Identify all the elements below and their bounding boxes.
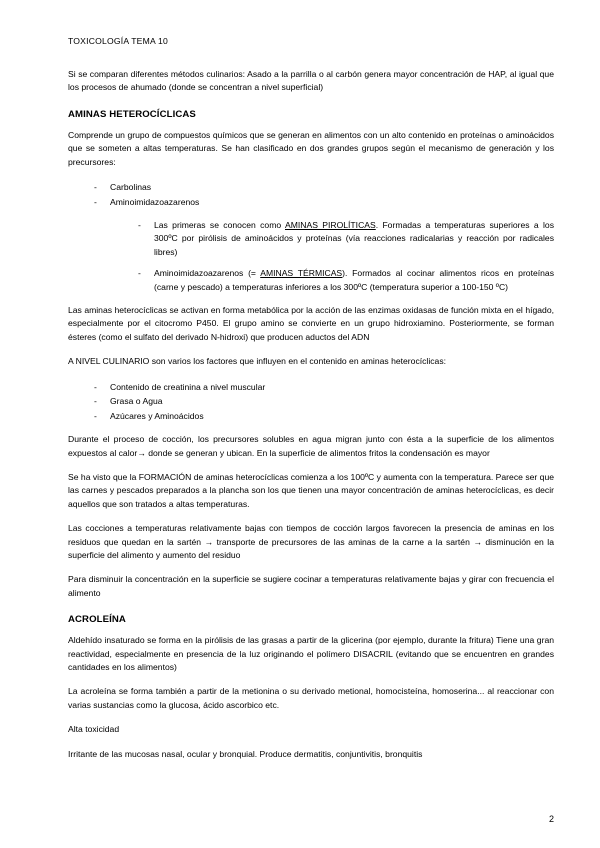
paragraph-proceso-coccion: Durante el proceso de cocción, los precursores solubles en agua migran junto con ésta a la superficie de los alimentos expuestos al calor→ donde se generan y ubican. En la superficie de alimentos fritos la condensación es mayor	[68, 434, 554, 458]
paragraph-alta-toxicidad: Alta toxicidad	[68, 724, 120, 735]
detalle-underline: AMINAS TÉRMICAS	[260, 268, 343, 279]
paragraph-definicion-aminas: Comprende un grupo de compuestos químicos que se generan en alimentos con un alto contenido en proteínas o aminoácidos que se someten a altas temperaturas. Se han clasificado en dos grandes grupos según el mecanismo de generación y los precursores:	[68, 129, 554, 167]
paragraph-disminuir-concentracion: Para disminuir la concentración en la superficie se sugiere cocinar a temperaturas relativamente bajas y girar con frecuencia el alimento	[68, 574, 554, 598]
paragraph-cocciones-bajas: Las cocciones a temperaturas relativamente bajas con tiempos de cocción largos favorecen la presencia de aminas en los residuos que quedan en la sartén → transporte de precursores de las aminas de la carne a la sartén → disminución en la superficie del alimento y aumento del residuo	[68, 523, 554, 561]
paragraph-comparacion-metodos: Si se comparan diferentes métodos culinarios: Asado a la parrilla o al carbón genera mayor concentración de HAP, al igual que los procesos de ahumado (donde se concentran a nivel superficial)	[68, 69, 554, 93]
detalle-post: ). Formados al cocinar alimentos ricos en proteínas (carne y pescado) a temperaturas inferiores a los 300ºC (temperatura superior a 100-150 ºC)	[154, 268, 554, 292]
list-item: - Azúcares y Aminoácidos	[94, 409, 554, 424]
list-detalles-aminas	[68, 219, 554, 294]
list-item: - Carbolinas	[94, 180, 554, 195]
paragraph-acroleina-formacion: La acroleína se forma también a partir de la metionina o su derivado metional, homocisteína, homoserina... al reaccionar con varias sustancias como la glucosa, ácido ascorbico etc.	[68, 686, 554, 710]
paragraph-nivel-culinario: A NIVEL CULINARIO son varios los factores que influyen en el contenido en aminas heterocíclicas:	[68, 356, 446, 367]
list-item	[138, 219, 554, 259]
page-number: 2	[548, 814, 554, 824]
paragraph-activacion-metabolica: Las aminas heterocíclicas se activan en forma metabólica por la acción de las enzimas oxidasas de función mixta en el hígado, especialmente por el citocromo P450. El grupo amino se convierte en un grupo hidroxiamino. Posteriormente, se forman ésteres (como el sulfato del derivado N-hidroxi) que producen aductos del ADN	[68, 305, 554, 342]
list-item: - Aminoimidazoazarenos	[94, 195, 554, 210]
list-item: - Contenido de creatinina a nivel muscular	[94, 380, 554, 395]
detalle-underline: AMINAS PIROLÍTICAS	[284, 220, 376, 231]
detalle-pre: Aminoimidazoazarenos (=	[154, 268, 261, 279]
list-item	[138, 267, 554, 294]
detalle-post: . Formadas a temperaturas superiores a los 300ºC por pirólisis de aminoácidos y proteínas (vía reacciones radicalarias y reacción por radicales libres)	[154, 220, 555, 257]
paragraph-formacion-temperatura: Se ha visto que la FORMACIÓN de aminas heterocíclicas comienza a los 100ºC y aumenta con la temperatura. Parece ser que las carnes y pescados preparados a la plancha son los que tienen una mayor concentración de aminas heterocíclicas, es decir aquellos que son tratados a altas temperaturas.	[68, 472, 554, 509]
section-heading-acroleina: ACROLEÍNA	[68, 614, 126, 626]
paragraph-aldehido-insaturado: Aldehído insaturado se forma en la pirólisis de las grasas a partir de la glicerina (por ejemplo, durante la fritura) Tiene una gran reactividad, especialmente en presencia de la luz originando el polímero DISACRIL (evitando que se encuentren en grandes cantidades en los alimentos)	[68, 635, 554, 673]
list-factores-culinarios	[68, 380, 554, 424]
section-heading-aminas-heterociclicas: AMINAS HETEROCÍCLICAS	[68, 108, 196, 120]
list-tipos-aminas	[68, 180, 554, 209]
paragraph-irritante-mucosas: Irritante de las mucosas nasal, ocular y bronquial. Produce dermatitis, conjuntivitis, bronquitis	[68, 748, 423, 759]
list-item: - Grasa o Agua	[94, 394, 554, 409]
detalle-pre: Las primeras se conocen como	[154, 220, 285, 231]
document-header: TOXICOLOGÍA TEMA 10	[68, 36, 168, 46]
